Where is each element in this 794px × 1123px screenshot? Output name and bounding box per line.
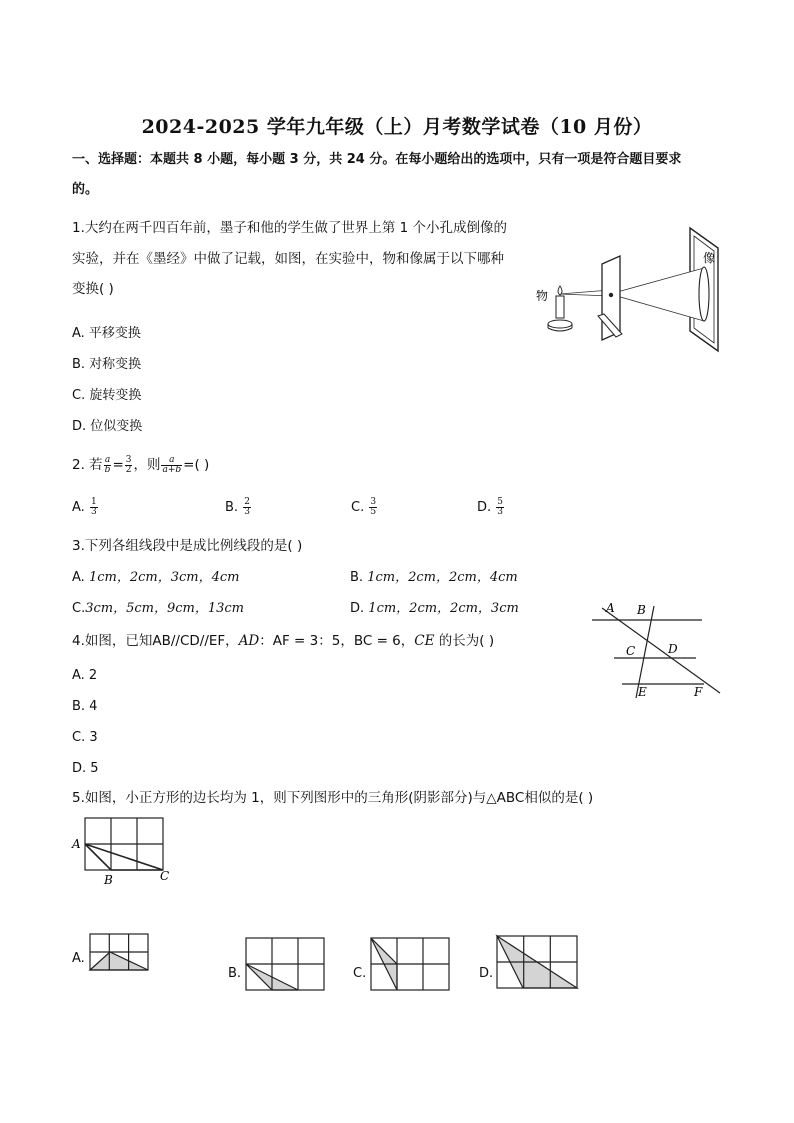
light-cone xyxy=(610,268,704,321)
q3-option-a[interactable]: A. 1cm，2cm，3cm，4cm xyxy=(72,570,240,585)
image-label: 像 xyxy=(703,251,716,265)
question-1 xyxy=(72,213,542,305)
q5-option-c-label[interactable]: C. xyxy=(353,966,367,981)
label-e: E xyxy=(638,685,647,699)
page-title: 2024-2025 学年九年级（上）月考数学试卷（10 月份） xyxy=(141,116,653,138)
q2-option-b[interactable]: B. $\frac{2}{3}$ xyxy=(225,497,250,517)
q1-option-a[interactable]: A. 平移变换 xyxy=(72,326,141,341)
triangle-abc-reference-figure xyxy=(70,814,180,886)
question-4: 4.如图，已知AB//CD//EF，AD：AF = 3：5，BC = 6，CE 的长为( ) xyxy=(72,633,495,649)
label-d: D xyxy=(668,642,678,656)
question-2 xyxy=(72,454,209,476)
q2-ask-fraction: $\frac{a}{a+b}$ xyxy=(162,454,182,475)
object-label: 物 xyxy=(536,289,549,303)
q1-line2: 实验，并在《墨经》中做了记载，如图，在实验中，物和像属于以下哪种 xyxy=(72,250,504,267)
section-heading-line1: 一、选择题：本题共 8 小题，每小题 3 分，共 24 分。在每小题给出的选项中，只有一项是符合题目要求 xyxy=(72,152,682,167)
q4-option-d[interactable]: D. 5 xyxy=(72,761,99,776)
q2-option-d[interactable]: D. $\frac{5}{3}$ xyxy=(477,497,504,517)
label-b: B xyxy=(637,603,646,617)
q5-option-a-figure[interactable] xyxy=(88,932,152,974)
triangle-abc xyxy=(85,844,163,870)
q4-option-c[interactable]: C. 3 xyxy=(72,730,98,745)
candle-holder xyxy=(548,320,572,328)
projected-image-ellipse xyxy=(699,267,709,321)
label-f: F xyxy=(694,685,703,699)
q2-option-a[interactable]: A. $\frac{1}{3}$ xyxy=(72,497,97,517)
q5-option-a-label[interactable]: A. xyxy=(72,951,85,966)
q4-option-a[interactable]: A. 2 xyxy=(72,668,98,683)
q3-option-b[interactable]: B. 1cm，2cm，2cm，4cm xyxy=(350,570,518,585)
q4-option-b[interactable]: B. 4 xyxy=(72,699,98,714)
q2-equals: = xyxy=(112,457,124,473)
q3-option-d[interactable]: D. 1cm，2cm，2cm，3cm xyxy=(350,601,519,616)
label-a: A xyxy=(606,601,615,615)
section-heading-line2: 的。 xyxy=(72,182,99,197)
q5-option-c-figure[interactable] xyxy=(369,936,451,992)
shaded-triangle xyxy=(90,952,148,970)
q5-option-d-figure[interactable] xyxy=(495,934,581,992)
section-heading xyxy=(72,145,722,205)
q5-option-b-label[interactable]: B. xyxy=(228,966,242,981)
pinhole-camera-figure xyxy=(530,224,730,354)
q1-option-b[interactable]: B. 对称变换 xyxy=(72,357,142,372)
transversal-adf xyxy=(602,608,720,693)
pinhole xyxy=(609,293,613,297)
q5-option-d-label[interactable]: D. xyxy=(479,966,494,981)
q1-line3: 变换( ) xyxy=(72,281,114,297)
q4-options xyxy=(72,660,99,784)
q2-prefix: 2. 若 xyxy=(72,457,103,473)
q2-mid: ，则 xyxy=(133,457,161,473)
q1-line1: 1.大约在两千四百年前，墨子和他的学生做了世界上第 1 个小孔成倒像的 xyxy=(72,220,508,236)
q3-option-c[interactable]: C.3cm，5cm，9cm，13cm xyxy=(72,601,245,616)
q1-option-c[interactable]: C. 旋转变换 xyxy=(72,388,142,403)
q5-option-b-figure[interactable] xyxy=(244,936,326,992)
q2-suffix: =( ) xyxy=(183,457,210,473)
label-c: C xyxy=(160,869,170,883)
q1-option-d[interactable]: D. 位似变换 xyxy=(72,419,143,434)
parallel-lines-figure xyxy=(588,598,728,704)
label-c: C xyxy=(626,644,636,658)
q2-option-c[interactable]: C. $\frac{3}{5}$ xyxy=(351,497,377,517)
candle xyxy=(556,296,564,318)
question-5: 5.如图，小正方形的边长均为 1，则下列图形中的三角形(阴影部分)与△ABC相似的是( ) xyxy=(72,790,594,806)
q1-options xyxy=(72,318,142,442)
q2-given-fraction: $\frac{a}{b}$ xyxy=(104,454,111,475)
q2-value-fraction: $\frac{3}{2}$ xyxy=(125,454,132,475)
label-a: A xyxy=(72,837,81,851)
candle-flame-icon xyxy=(558,286,562,295)
label-b: B xyxy=(104,873,113,886)
question-3: 3.下列各组线段中是成比例线段的是( ) xyxy=(72,538,303,554)
